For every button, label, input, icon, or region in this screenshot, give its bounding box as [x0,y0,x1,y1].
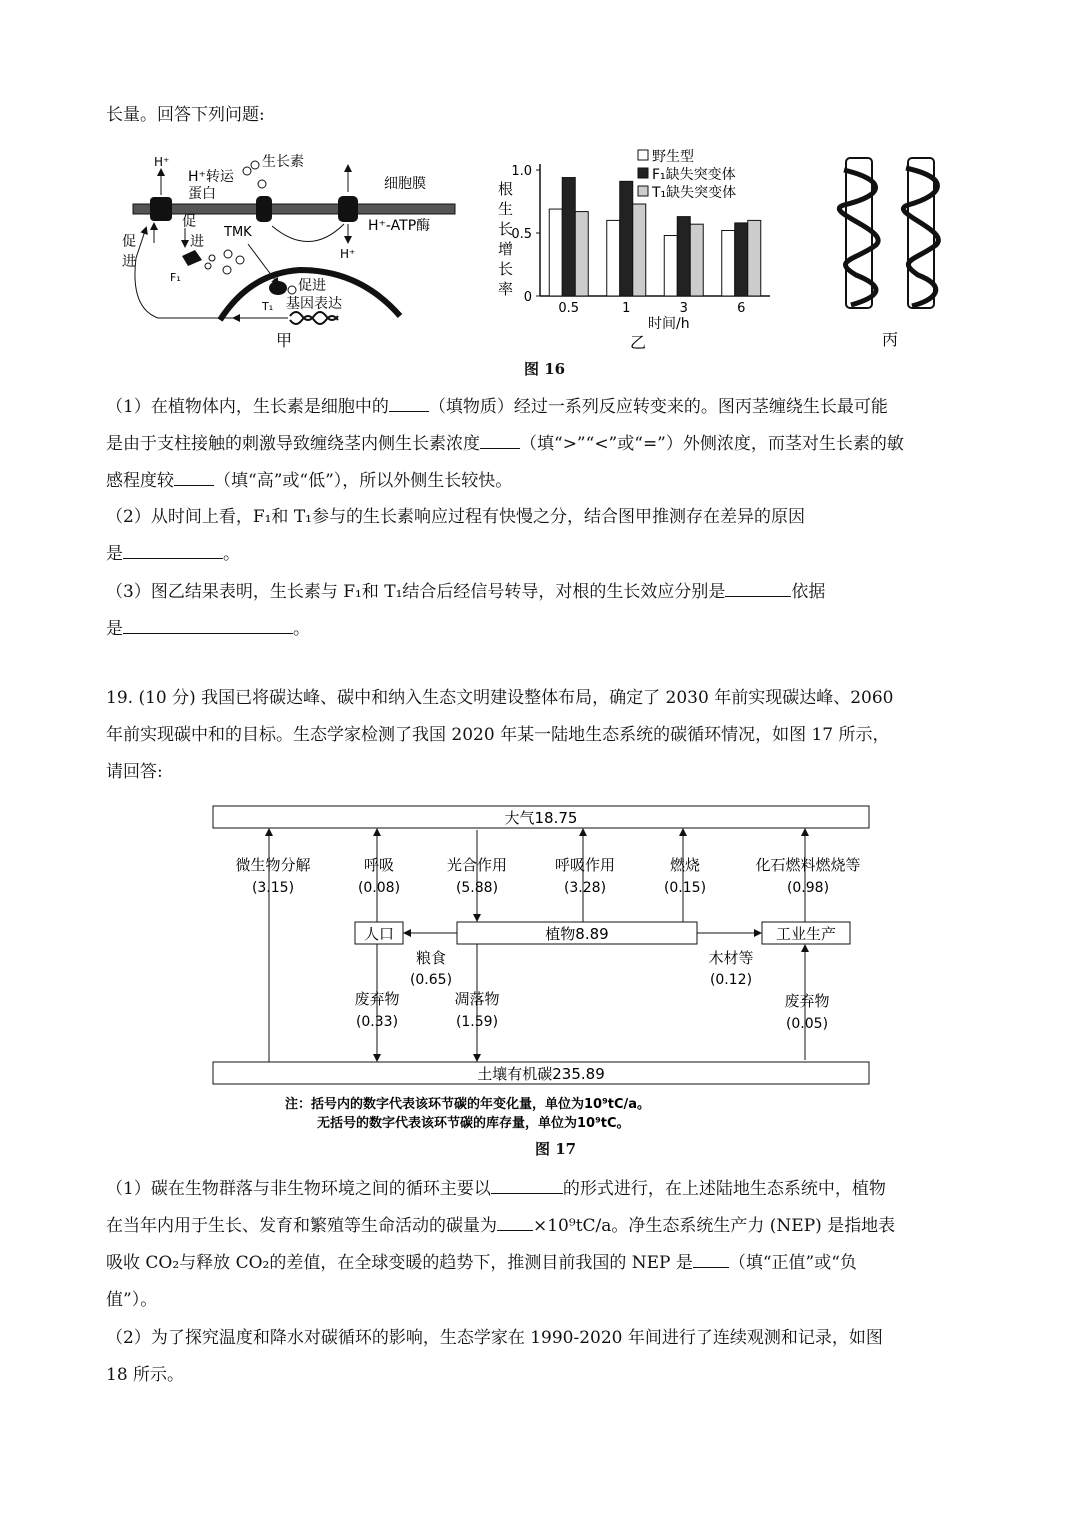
burn-value: (0.15) [663,880,707,896]
t1-protein [269,281,287,295]
atpase-protein [338,196,358,222]
bar [607,220,620,296]
bar [664,236,677,296]
y-axis-label-char: 生 [498,200,514,218]
note-line-2: 无括号的数字代表该环节碳的库存量，单位为10⁹tC。 [317,1116,630,1131]
promote-gene-2: 基因表达 [286,296,342,312]
food-value: (0.65) [409,972,453,988]
figure-16-bing [826,150,966,355]
promote-left-a: 促 [122,234,136,250]
soil-label: 土壤有机碳235.89 [477,1065,605,1083]
bar [735,223,748,296]
legend-swatch [638,168,648,178]
wood-label: 木材等 [708,949,754,967]
membrane-label: 细胞膜 [384,176,426,192]
y-axis-label-char: 长 [498,220,514,238]
bar [677,217,690,296]
y-axis-label-char: 率 [498,280,514,298]
figure-17-carbon-cycle [205,800,880,1145]
figure-16-jia [100,148,460,358]
answer-blank[interactable] [123,619,293,634]
bar [748,220,761,296]
atpase-label: H⁺-ATP酶 [368,218,431,234]
bar [620,181,633,296]
q19-paragraph-1: （1）碳在生物群落与非生物环境之间的循环主要以 的形式进行，在上述陆地生态系统中，植物 在当年内用于生长、发育和繁殖等生命活动的碳量为 ×10⁹tC/a。净生态系统生产力 (NEP) 是指地表 吸收 CO₂与释放 CO₂的差值，在全球变暖的趋势下，推测目前我国的 NEP 是 （填“正值”或“负 值”）。 [106,1179,896,1310]
answer-blank[interactable] [480,434,520,449]
legend-entry: T₁缺失突变体 [652,185,737,201]
tmk-label: TMK [224,225,252,240]
photosynthesis-value: (5.88) [455,880,499,896]
bar [722,230,735,296]
promote-a: 促 [182,214,196,230]
auxin-label: 生长素 [262,154,304,170]
q18-paragraph-3: （3）图乙结果表明，生长素与 F₁和 T₁结合后经信号转导，对根的生长效应分别是 依据 是 。 [106,582,826,639]
h-transport-label-1: H⁺转运 [188,169,234,185]
waste1-label: 废弃物 [354,990,400,1008]
waste2-label: 废弃物 [784,992,830,1010]
bar [633,204,646,296]
answer-blank[interactable] [725,582,791,597]
q19-intro: 19. (10 分) 我国已将碳达峰、碳中和纳入生态文明建设整体布局，确定了 2030 年前实现碳达峰、2060 年前实现碳中和的目标。生态学家检测了我国 2020 年某一陆地生态系统的碳循环情况，如图 17 所示， 请回答: [106,688,894,782]
answer-blank[interactable] [123,544,223,559]
fig17-caption: 图 17 [535,1140,577,1158]
plant-label: 植物8.89 [545,925,609,943]
f1-protein [182,250,202,266]
answer-blank[interactable] [497,1216,533,1231]
decompose-value: (3.15) [251,880,295,896]
breath-value: (0.08) [357,880,401,896]
support-pole-2 [908,158,934,308]
q18-paragraph-1: （1）在植物体内，生长素是细胞中的 （填物质）经过一系列反应转变来的。图丙茎缠绕生长最可能 是由于支柱接触的刺激导致缠绕茎内侧生长素浓度 （填“>”“<”或“=”）外侧浓度，而茎对生长素的敏 感程度较 （填“高”或“低”），所以外侧生长较快。 [106,397,904,491]
yi-label: 乙 [630,333,647,352]
bar [549,209,562,296]
litter-label: 凋落物 [454,990,500,1008]
y-axis-label-char: 增 [498,240,514,258]
respiration-label: 呼吸作用 [554,856,616,874]
jia-label: 甲 [276,331,293,350]
population-label: 人口 [363,925,395,943]
respiration-value: (3.28) [563,880,607,896]
answer-blank[interactable] [174,471,214,486]
legend-entry: F₁缺失突变体 [652,167,736,183]
q18-paragraph-2: （2）从时间上看，F₁和 T₁参与的生长素响应过程有快慢之分，结合图甲推测存在差异的原因 是 。 [106,507,805,564]
bing-label: 丙 [882,330,899,349]
y-tick-label: 0.5 [511,227,532,242]
promote-left-b: 进 [122,254,136,270]
x-tick-label: 0.5 [558,301,580,316]
waste2-value: (0.05) [785,1016,829,1032]
x-tick-label: 3 [679,301,688,316]
answer-blank[interactable] [491,1179,563,1194]
food-label: 粮食 [415,949,447,967]
photosynthesis-label: 光合作用 [446,856,508,874]
y-axis-label-char: 长 [498,260,514,278]
legend-swatch [638,186,648,196]
figure-16-yi-chart [490,142,790,357]
h-transport-protein [150,197,172,221]
wood-value: (0.12) [709,972,753,988]
tmk-receptor [256,196,272,222]
h-transport-label-2: 蛋白 [188,186,216,202]
fossil-value: (0.98) [786,880,830,896]
decompose-label: 微生物分解 [235,856,311,874]
note-line-1: 注：括号内的数字代表该环节碳的年变化量，单位为10⁹tC/a。 [285,1097,651,1112]
h-top-label: H⁺ [154,155,170,169]
y-axis-label-char: 根 [498,180,514,198]
litter-value: (1.59) [455,1014,499,1030]
breath-label: 呼吸 [363,856,395,874]
x-axis-label: 时间/h [648,316,690,332]
intro-text: 长量。回答下列问题: [106,105,265,125]
bar [690,224,703,296]
legend-swatch [638,150,648,160]
bar [575,212,588,296]
answer-blank[interactable] [389,397,429,412]
y-tick-label: 1.0 [511,164,532,179]
f1-label: F₁ [170,271,181,284]
industry-label: 工业生产 [775,925,837,943]
fossil-label: 化石燃料燃烧等 [755,856,861,874]
fig16-caption: 图 16 [524,360,566,378]
bar [562,178,575,296]
burn-label: 燃烧 [669,856,701,874]
waste1-value: (0.33) [355,1014,399,1030]
t1-label: T₁ [262,300,274,313]
y-tick-label: 0 [523,290,532,305]
promote-b: 进 [190,234,204,250]
atmosphere-label: 大气18.75 [504,809,578,827]
x-tick-label: 6 [737,301,746,316]
promote-gene-1: 促进 [298,278,326,294]
answer-blank[interactable] [693,1253,729,1268]
h-bottom-label: H⁺ [340,247,356,261]
x-tick-label: 1 [622,301,631,316]
q19-paragraph-2: （2）为了探究温度和降水对碳循环的影响，生态学家在 1990-2020 年间进行了连续观测和记录，如图 18 所示。 [106,1328,883,1385]
legend-entry: 野生型 [652,149,694,165]
